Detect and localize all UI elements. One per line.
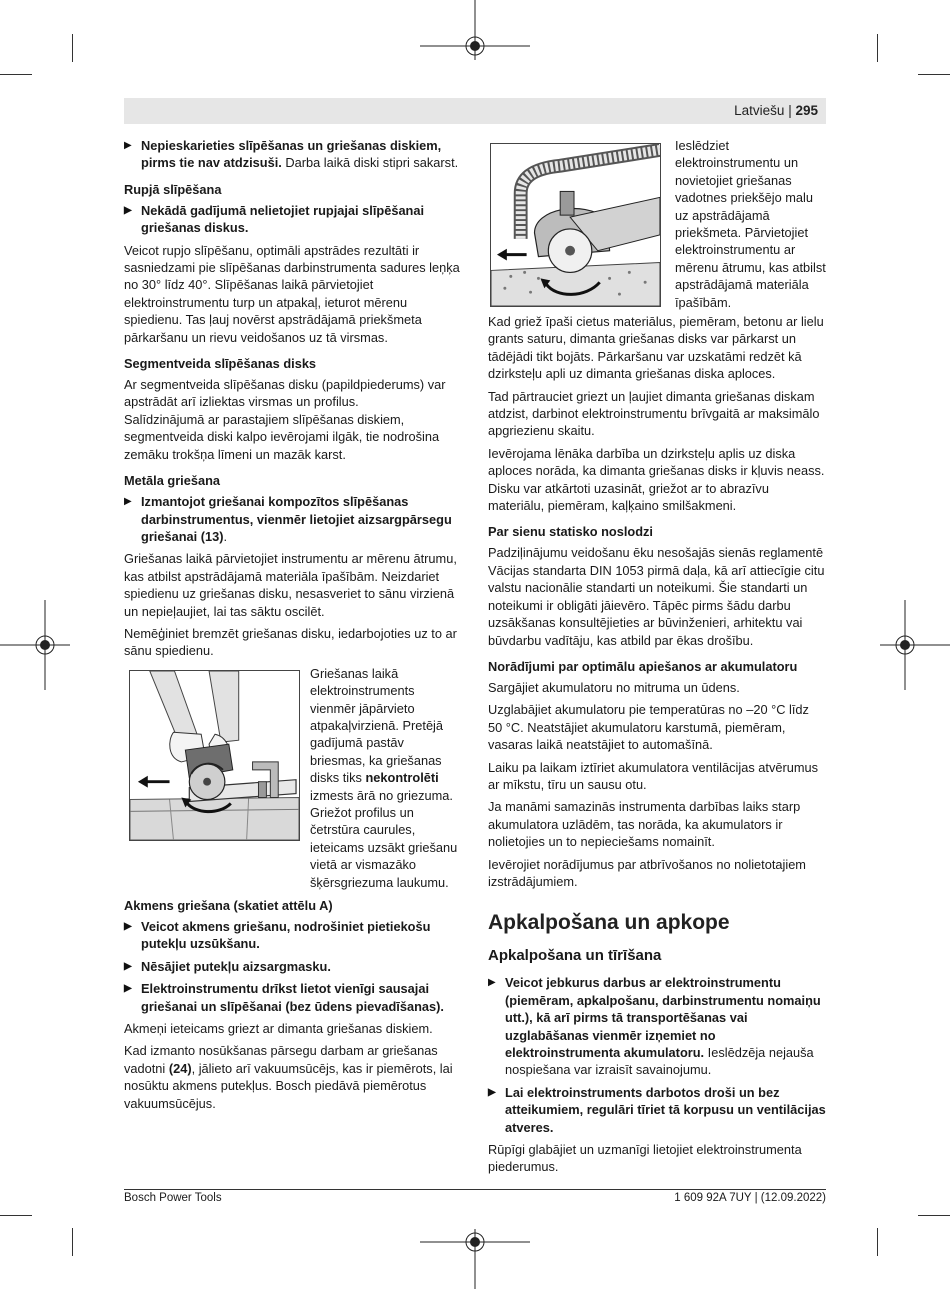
- footer-divider: [124, 1189, 826, 1190]
- paragraph-segment-1: Ar segmentveida slīpēšanas disku (papildpiederums) var apstrādāt arī izliektas virsmas un profilus.: [124, 377, 446, 410]
- warning-remove-battery: ▶ Veicot jebkurus darbus ar elektroinstrumentu (piemēram, apkalpošanu, darbinstrumentu nomaiņu utt.), kā arī pirms tā transportēšanas vai uzglabāšanas vienmēr izņemiet no elektroinstrumenta akumulatoru. Ieslēdzēja nejauša nospiešana var izraisīt savainojumu.: [488, 974, 826, 1078]
- paragraph-stone-2: Kad izmanto nosūkšanas pārsegu darbam ar griešanas vadotni (24), jālieto arī vakuumsūcējs, kas ir piemērots, lai nosūktu akmens putekļus. Bosch piedāvā piemērotus vakuumsūcējus.: [124, 1043, 453, 1111]
- registration-mark-left: [0, 600, 70, 690]
- warning-dust-mask: ▶ Nēsājiet putekļu aizsargmasku.: [124, 958, 462, 975]
- paragraph-rough-grinding: Veicot rupjo slīpēšanu, optimāli apstrādes rezultāti ir sasniedzami pie slīpēšanas darbinstrumenta sadures leņķa no 30° līdz 40°. Slīpēšanas laikā pārvietojiet elektroinstrumentu turp un atpakaļ, ieturot mērenu spiedienu. Tas ļauj novērst apstrādājamā priekšmeta pārkaršanu un rievu veidošanos uz tā virsmas.: [124, 242, 460, 345]
- page-number: 295: [795, 103, 818, 118]
- paragraph-wall-load: Padziļinājumu veidošanu ēku nesošajās sienās reglamentē Vācijas standarta DIN 1053 pirmā daļa, kā arī attiecīgie citu valstu nacionālie standarti un noteikumi. Šie standarti un noteikumi ir obligāti jāievēro. Tāpēc pirms šādu darbu uzsākšanas konsultējieties ar būvinženieri, arhitektu vai būvdarbu vadītāju, kas atbild par ēkas drošību.: [488, 545, 825, 648]
- heading-metal-cutting: Metāla griešana: [124, 473, 221, 489]
- warning-hot-discs: ▶ Nepieskarieties slīpēšanas un griešanas diskiem, pirms tie nav atdzisuši. Darba laikā diski stipri sakarst.: [124, 137, 462, 172]
- figure-metal-cutting-block: [124, 665, 462, 891]
- right-column: [488, 137, 826, 1181]
- paragraph-battery-1: Sargājiet akumulatoru no mitruma un ūdens.: [488, 679, 740, 695]
- crop-mark: [0, 1215, 32, 1216]
- warning-dust-extraction: ▶ Veicot akmens griešanu, nodrošiniet pietiekošu putekļu uzsūkšanu.: [124, 918, 462, 953]
- page-header: [124, 98, 826, 124]
- paragraph-hard-materials: Kad griež īpaši cietus materiālus, piemēram, betonu ar lielu grants saturu, dimanta griešanas disks var pārkarst un tādējādi tikt bojāts. Pārkaršanu var uzskatāmi redzēt kā dzirksteļu apli uz dimanta griešanas diska aploces.: [488, 314, 824, 382]
- footer-doc-number: 1 609 92A 7UY | (12.09.2022): [674, 1192, 826, 1204]
- paragraph-battery-4: Ja manāmi samazinās instrumenta darbības laiks starp akumulatora uzlādēm, tas norāda, ka akumulators ir nolietojies un to nepieciešams nomainīt.: [488, 799, 801, 850]
- registration-mark-right: [880, 600, 950, 690]
- paragraph-accessories: Rūpīgi glabājiet un uzmanīgi lietojiet elektroinstrumenta piederumus.: [488, 1142, 802, 1175]
- figure-stone-cutting-block: [488, 137, 826, 313]
- header-language: Latviešu: [734, 103, 785, 118]
- paragraph-battery-5: Ievērojiet norādījumus par atbrīvošanos no nolietotajiem izstrādājumiem.: [488, 856, 806, 889]
- paragraph-segment-2: Salīdzinājumā ar parastajiem slīpēšanas diskiem, segmentveida diski kalpo ievērojami ilgāk, tie nodrošina zemāku trokšņa līmeni un mazāk karst.: [124, 411, 440, 462]
- warning-metal-cutting: ▶ Izmantojot griešanai kompozītos slīpēšanas darbinstrumentus, vienmēr lietojiet aizsargpārsegu griešanai (13).: [124, 493, 462, 545]
- paragraph-cool-down: Tad pārtrauciet griezt un ļaujiet dimanta griešanas diskam atdzist, darbinot elektroinstrumentu brīvgaitā ar maksimālo apgriezienu skaitu.: [488, 388, 820, 439]
- crop-mark: [918, 1215, 950, 1216]
- footer-brand: Bosch Power Tools: [124, 1192, 222, 1204]
- paragraph-metal-2: Nemēģiniet bremzēt griešanas disku, iedarbojoties uz to ar sānu spiedienu.: [124, 625, 457, 659]
- heading-segment-disc: Segmentveida slīpēšanas disks: [124, 356, 317, 372]
- warning-rough-grinding: ▶ Nekādā gadījumā nelietojiet rupjajai slīpēšanai griešanas diskus.: [124, 202, 462, 237]
- stone-cutting-figure-text: Ieslēdziet elektroinstrumentu un novietojiet griešanas vadotnes priekšējo malu uz apstrādājamā priekšmeta. Pārvietojiet elektroinstrumentu ar mērenu ātrumu, kas atbilst apstrādājamā materiāla īpašībām.: [675, 138, 826, 310]
- metal-cutting-illustration: [129, 670, 300, 841]
- paragraph-stone-1: Akmeņi ieteicams griezt ar dimanta griešanas diskiem.: [124, 1021, 433, 1037]
- registration-mark-bottom: [420, 1229, 530, 1289]
- warning-clean-housing: ▶ Lai elektroinstruments darbotos droši un bez atteikumiem, regulāri tīriet tā korpusu un ventilācijas atveres.: [488, 1084, 826, 1136]
- heading-wall-load: Par sienu statisko noslodzi: [488, 524, 653, 540]
- warning-dry-cutting: ▶ Elektroinstrumentu drīkst lietot vienīgi sausajai griešanai un slīpēšanai (bez ūdens pievadīšanas).: [124, 980, 462, 1015]
- stone-cutting-illustration: [490, 143, 661, 307]
- heading-stone-cutting: Akmens griešana (skatiet attēlu A): [124, 898, 333, 914]
- heading-cleaning: Apkalpošana un tīrīšana: [488, 947, 662, 965]
- heading-battery: Norādījumi par optimālu apiešanos ar akumulatoru: [488, 658, 798, 674]
- left-column: [124, 137, 462, 1117]
- crop-mark: [0, 74, 32, 75]
- crop-mark: [72, 1228, 73, 1256]
- crop-mark: [877, 1228, 878, 1256]
- paragraph-battery-3: Laiku pa laikam iztīriet akumulatora ventilācijas atvērumus ar mīkstu, tīru un sausu otu.: [488, 759, 819, 792]
- crop-mark: [877, 34, 878, 62]
- header-text: [734, 103, 818, 118]
- paragraph-dull-disc: Ievērojama lēnāka darbība un dzirksteļu aplis uz diska aploces norāda, ka dimanta griešanas disks ir kļuvis neass. Disku var atkārtoti uzasināt, griežot ar to abrazīvu materiālu, piemēram, kaļķaino smilšakmeni.: [488, 445, 825, 514]
- heading-maintenance: Apkalpošana un apkope: [488, 911, 730, 935]
- crop-mark: [72, 34, 73, 62]
- metal-cutting-figure-text: Griešanas laikā elektroinstruments vienmēr jāpārvieto atpakaļvirzienā. Pretējā gadījumā pastāv briesmas, ka griešanas disks tiks nekontrolēti izmests ārā no griezuma. Griežot profilus un četrstūra caurules, ieteicams uzsākt griešanu vietā ar vismazāko šķērsgriezuma laukumu.: [310, 665, 458, 890]
- paragraph-metal-1: Griešanas laikā pārvietojiet instrumentu ar mērenu ātrumu, kas atbilst apstrādājamā materiāla īpašībām. Neizdariet spiedienu uz griešanas disku, nesasveriet to sānu virzienā un nepieļaujiet, lai tas sāktu oscilēt.: [124, 551, 457, 619]
- registration-mark-top: [420, 0, 530, 60]
- paragraph-battery-2: Uzglabājiet akumulatoru pie temperatūras no –20 °C līdz 50 °C. Neatstājiet akumulatoru karstumā, piemēram, vasaras laikā neatstājiet to automašīnā.: [488, 702, 809, 753]
- header-separator: |: [788, 103, 792, 118]
- crop-mark: [918, 74, 950, 75]
- heading-rough-grinding: Rupjā slīpēšana: [124, 181, 222, 197]
